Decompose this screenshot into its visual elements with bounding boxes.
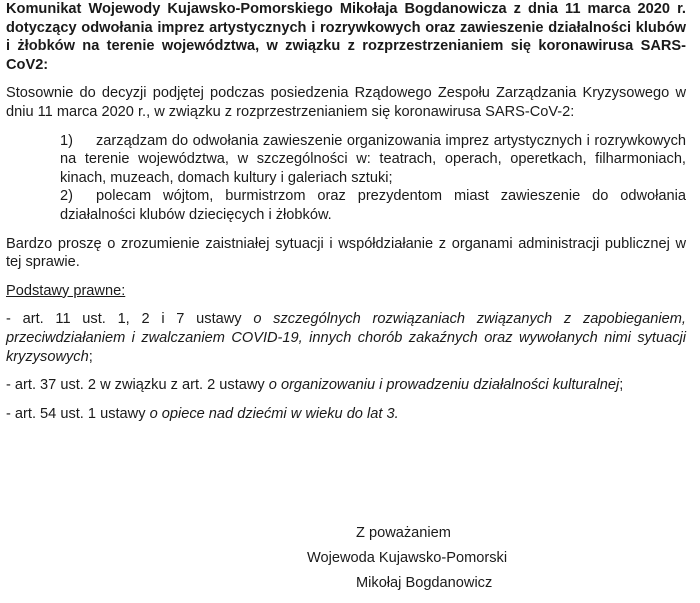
legal-basis-act-title: o organizowaniu i prowadzeniu działalności kulturalnej: [268, 377, 620, 394]
signature-position: Wojewoda Kujawsko-Pomorski: [307, 550, 508, 566]
list-item: [60, 132, 686, 188]
legal-basis-suffix: ;: [88, 348, 93, 365]
decision-list: [60, 132, 686, 225]
legal-basis-act-title: o szczególnych rozwiązaniach związanych z zapobieganiem, przeciwdziałaniem i zwalczaniem COVID-19, innych chorób zakaźnych oraz wywołanych nimi sytuacji kryzysowych: [6, 311, 686, 365]
signature-name: Mikołaj Bogdanowicz: [356, 575, 493, 591]
legal-basis-prefix: - art. 11 ust. 1, 2 i 7 ustawy: [6, 311, 254, 328]
legal-basis-suffix: ;: [619, 377, 624, 394]
list-item-number: 2): [60, 188, 73, 205]
legal-basis-entry: [6, 376, 686, 395]
document-title: Komunikat Wojewody Kujawsko-Pomorskiego Mikołaja Bogdanowicza z dnia 11 marca 2020 r. dotyczący odwołania imprez artystycznych i rozrywkowych oraz zawieszenie działalności klubów i żłobków na terenie województwa, w związku z rozprzestrzenianiem się koronawirusa SARS-CoV2:: [6, 1, 686, 73]
document-body: [6, 0, 686, 423]
legal-basis-prefix: - art. 37 ust. 2 w związku z art. 2 ustawy: [6, 377, 269, 394]
legal-basis-prefix: - art. 54 ust. 1 ustawy: [6, 405, 150, 422]
legal-basis-entry: [6, 405, 686, 424]
list-item: [60, 187, 686, 224]
legal-basis-heading: Podstawy prawne:: [6, 282, 126, 299]
list-item-text: zarządzam do odwołania zawieszenie organizowania imprez artystycznych i rozrywkowych na terenie województwa, w szczególności w: teatrach, operach, operetkach, filharmoniach, kinach, muzeach, domach kultury i galeriach sztuki;: [60, 132, 686, 186]
closing-paragraph: Bardzo proszę o zrozumienie zaistniałej sytuacji i współdziałanie z organami administracji publicznej w tej sprawie.: [6, 235, 686, 271]
intro-paragraph: Stosownie do decyzji podjętej podczas posiedzenia Rządowego Zespołu Zarządzania Kryzysowego w dniu 11 marca 2020 r., w związku z rozprzestrzenianiem się koronawirusa SARS-CoV-2:: [6, 85, 686, 120]
legal-basis-act-title: o opiece nad dziećmi w wieku do lat 3.: [149, 405, 399, 422]
signature-greeting: Z poważaniem: [356, 525, 451, 541]
signature-block: [300, 524, 560, 599]
list-item-number: 1): [60, 132, 73, 149]
list-item-text: polecam wójtom, burmistrzom oraz prezydentom miast zawieszenie do odwołania działalności klubów dziecięcych i żłobków.: [60, 188, 686, 223]
legal-basis-entry: [6, 310, 686, 366]
